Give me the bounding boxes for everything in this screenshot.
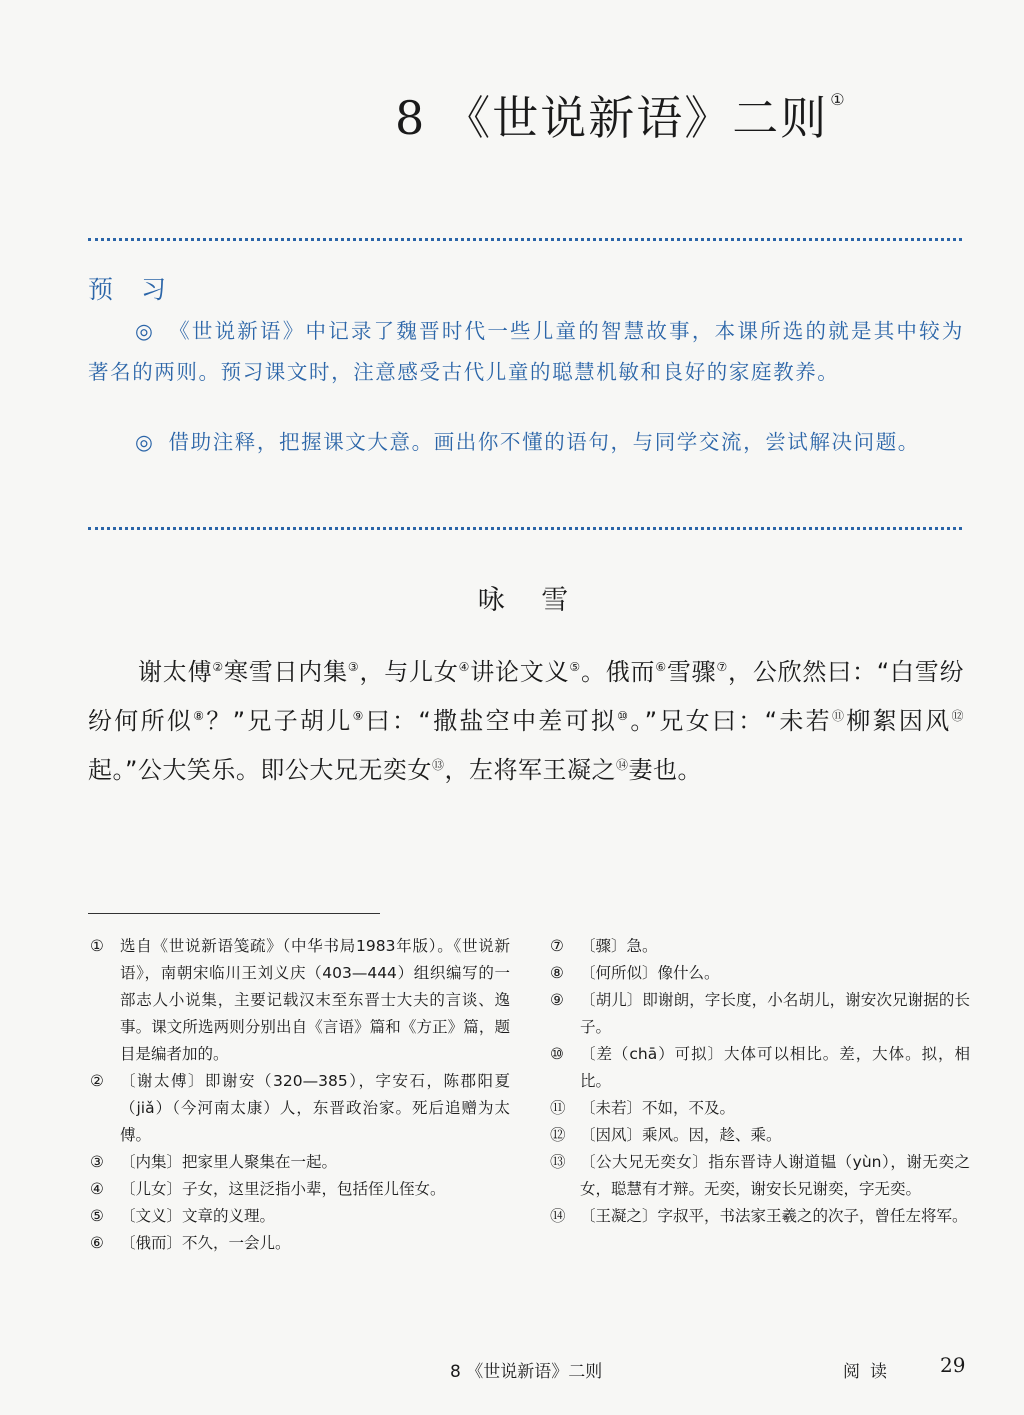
footnote — [90, 1068, 510, 1149]
footnote-number: ⑥ — [90, 1234, 104, 1252]
footnote-number: ⑭ — [550, 1207, 566, 1225]
footnote-number: ④ — [90, 1180, 104, 1198]
footnote-number: ⑬ — [550, 1153, 566, 1171]
preview-paragraph-1 — [88, 311, 964, 393]
footnote-number: ⑩ — [550, 1045, 564, 1063]
footnote — [550, 1149, 970, 1203]
footnote-mark: ③ — [347, 660, 360, 674]
footnote-mark: ⑥ — [655, 660, 667, 674]
bullet-icon: ◎ — [135, 319, 156, 343]
footnote-text: 〔儿女〕子女，这里泛指小辈，包括侄儿侄女。 — [120, 1180, 446, 1198]
footnote — [550, 1203, 970, 1230]
footnote-number: ⑤ — [90, 1207, 104, 1225]
footnote-mark: ⑩ — [617, 709, 631, 723]
dotted-divider-top — [88, 238, 962, 241]
text-segment: ，左将军王凝之 — [444, 756, 616, 784]
text-segment: 妻也。 — [628, 756, 702, 784]
footnote — [550, 960, 970, 987]
footnote-text: 〔差（chā）可拟〕大体可以相比。差，大体。拟，相比。 — [580, 1045, 970, 1090]
text-segment: 起。”公大笑乐。即公大兄无奕女 — [88, 756, 432, 784]
text-segment: 柳絮因风 — [846, 707, 952, 735]
footnote-text: 选自《世说新语笺疏》（中华书局1983年版）。《世说新语》，南朝宋临川王刘义庆（403—444）组织编写的一部志人小说集，主要记载汉末至东晋士大夫的言谈、逸事。课文所选两则分别出自《言语》篇和《方正》篇，题目是编者加的。 — [120, 937, 510, 1063]
footnote — [550, 933, 970, 960]
text-segment: 曰：“撒盐空中差可拟 — [365, 707, 618, 735]
footnote-mark: ② — [212, 660, 224, 674]
footnotes-right-column — [550, 933, 970, 1230]
footnote — [90, 1203, 510, 1230]
text-segment: ，公欣然曰：“白雪纷纷何所似 — [88, 658, 965, 735]
preview-heading: 预 习 — [88, 275, 176, 304]
main-text — [88, 645, 964, 792]
text-segment: 寒雪日内集 — [223, 658, 348, 686]
poem-title: 咏 雪 — [477, 585, 583, 616]
footnote-number: ⑨ — [550, 991, 564, 1009]
footnote-text: 〔公大兄无奕女〕指东晋诗人谢道韫（yùn），谢无奕之女，聪慧有才辩。无奕，谢安长兄谢奕，字无奕。 — [580, 1153, 970, 1198]
footnote-text: 〔谢太傅〕即谢安（320—385），字安石，陈郡阳夏（jiǎ）（今河南太康）人，东晋政治家。死后追赠为太傅。 — [120, 1072, 510, 1144]
footnote-mark: ⑦ — [716, 660, 729, 674]
text-segment: 。俄而 — [580, 658, 656, 686]
footnote-mark: ⑭ — [615, 758, 629, 772]
footnote-mark: ⑬ — [431, 758, 445, 772]
footnote-mark: ⑪ — [831, 709, 847, 723]
lesson-title-text: 《世说新语》二则 — [444, 91, 829, 145]
footnote-text: 〔骤〕急。 — [580, 937, 658, 955]
text-segment: 讲论文义 — [470, 658, 570, 686]
footnote — [90, 1149, 510, 1176]
footnote — [550, 1122, 970, 1149]
footnote — [550, 1041, 970, 1095]
footnote — [90, 1230, 510, 1257]
preview-paragraph-1-text: 《世说新语》中记录了魏晋时代一些儿童的智慧故事，本课所选的就是其中较为著名的两则。预习课文时，注意感受古代儿童的聪慧机敏和良好的家庭教养。 — [88, 319, 964, 384]
text-segment: ？”兄子胡儿 — [206, 707, 353, 735]
footnote-number: ③ — [90, 1153, 104, 1171]
footnote-number: ⑪ — [550, 1099, 566, 1117]
footnote-text: 〔文义〕文章的义理。 — [120, 1207, 276, 1225]
dotted-divider-bottom — [88, 527, 962, 530]
footnote-rule — [88, 913, 380, 914]
preview-paragraph-2-text: 借助注释，把握课文大意。画出你不懂的语句，与同学交流，尝试解决问题。 — [168, 430, 920, 454]
lesson-number: 8 — [395, 91, 427, 145]
footnote-text: 〔未若〕不如，不及。 — [580, 1099, 736, 1117]
footnotes-left-column — [90, 933, 510, 1257]
lesson-title — [395, 82, 847, 148]
footnote-text: 〔胡儿〕即谢朗，字长度，小名胡儿，谢安次兄谢据的长子。 — [580, 991, 970, 1036]
footnote-mark: ⑤ — [569, 660, 581, 674]
footnote-mark: ⑫ — [951, 709, 965, 723]
footnote-number: ② — [90, 1072, 104, 1090]
footnote-number: ⑦ — [550, 937, 564, 955]
footnote-mark: ⑧ — [193, 709, 207, 723]
footnote-text: 〔俄而〕不久，一会儿。 — [120, 1234, 291, 1252]
footnote-number: ⑧ — [550, 964, 564, 982]
footnote-text: 〔王凝之〕字叔平，书法家王羲之的次子，曾任左将军。 — [580, 1207, 968, 1225]
footnote — [550, 987, 970, 1041]
page-number: 29 — [940, 1353, 966, 1377]
footnote — [90, 933, 510, 1068]
footer-section-label: 阅读 — [843, 1362, 897, 1382]
footnote-text: 〔因风〕乘风。因，趁、乘。 — [580, 1126, 782, 1144]
footer-chapter-title: 8 《世说新语》二则 — [450, 1362, 603, 1382]
footnote — [550, 1095, 970, 1122]
text-segment: 谢太傅 — [138, 658, 213, 686]
text-segment: ，与儿女 — [359, 658, 459, 686]
footnote-mark: ④ — [458, 660, 471, 674]
footnote-mark: ⑨ — [352, 709, 366, 723]
footnote-number: ① — [90, 937, 104, 955]
footnote-text: 〔何所似〕像什么。 — [580, 964, 720, 982]
text-segment: 雪骤 — [666, 658, 717, 686]
bullet-icon: ◎ — [135, 430, 155, 454]
text-segment: 。”兄女曰：“未若 — [630, 707, 832, 735]
preview-paragraph-2 — [88, 422, 964, 463]
footnote-number: ⑫ — [550, 1126, 566, 1144]
footnote-text: 〔内集〕把家里人聚集在一起。 — [120, 1153, 338, 1171]
lesson-title-footnote-mark: ① — [830, 90, 847, 109]
footnote — [90, 1176, 510, 1203]
